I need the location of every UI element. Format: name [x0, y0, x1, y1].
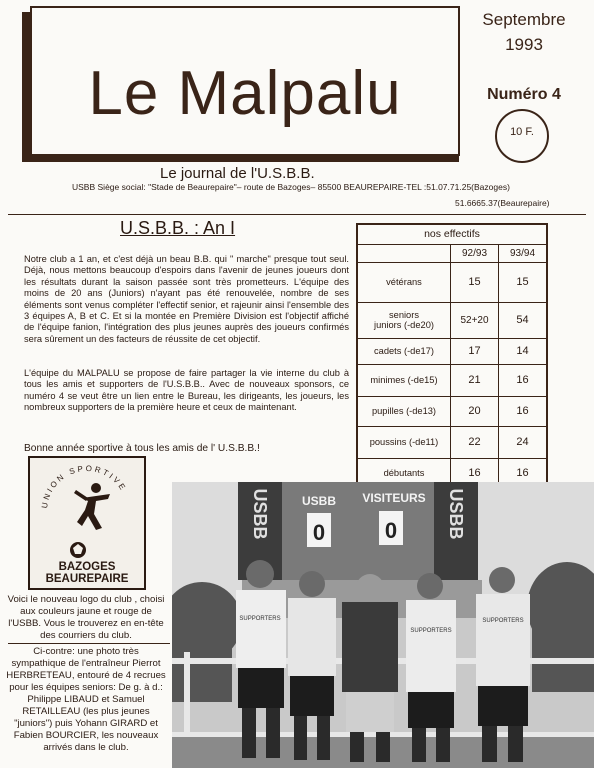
- issue-year: 1993: [505, 35, 543, 54]
- logo-text-bazoges: BAZOGES: [58, 561, 116, 573]
- jersey-text: SUPPORTERS: [239, 616, 281, 622]
- club-phone-beaurepaire: 51.6665.37(Beaurepaire): [455, 198, 550, 208]
- scoreboard-side-letters-right: USBB: [446, 488, 466, 540]
- row-label: seniors juniors (-de20): [357, 302, 451, 338]
- article-paragraph-2: L'équipe du MALPALU se propose de faire partager la vie interne du club à tous les amis et supporters de l'U.S.B.B.. Avec de nouveaux sponsors, ce numéro 4 se veut être un lien entre le Bureau, les dirigeants, les joueurs, les nombreux supporters de la première heure et ceux de maintenant.: [24, 368, 349, 413]
- footballer-icon: [74, 483, 110, 530]
- value-9293: 22: [451, 426, 499, 458]
- scoreboard-home-score: 0: [312, 520, 326, 545]
- column-header-9293: 92/93: [451, 244, 499, 262]
- logo-text-beaurepaire: BEAUREPAIRE: [45, 573, 129, 585]
- price: 10 F.: [510, 126, 534, 138]
- subtitle: Le journal de l'U.S.B.B.: [160, 165, 315, 182]
- value-9394: 16: [499, 364, 548, 396]
- row-label: vétérans: [357, 262, 451, 302]
- scoreboard-away-label: VISITEURS: [362, 491, 426, 505]
- team-photo: [172, 482, 594, 768]
- scoreboard: [238, 482, 478, 580]
- article-paragraph-1: Notre club a 1 an, et c'est déjà un beau B.B. qui " marche" presque tout seul. Déjà, nous mettons beaucoup d'espoirs dans l'avenir de jeunes joueurs dont les résultats durant la saison passée sont très prometteurs. L'équipe des moins de 20 ans (Juniors) n'ayant pas été renouvelée, nombre de ses éléments sont venus compléter l'effectif senior, et rajeunir ainsi l'ensemble des 3 équipes A, B et C. Et si la montée en Première Division est l'objectif affiché de l'équipe fanion, l'intégration des plus jeunes auprès des joueurs confirmés sera sûrement un des facteurs de réussite de cet objectif.: [24, 254, 349, 344]
- value-9394: 54: [499, 302, 548, 338]
- column-header-9394: 93/94: [499, 244, 548, 262]
- photo-caption: Ci-contre: une photo très sympathique de l'entraîneur Pierrot HERBRETEAU, entouré de 4 recrues pour les équipes seniors: De g. à d.: Philippe LIBAUD et Samuel RETAILLEAU (les plus jeunes "juniors") puis Yohann GIRARD et Fabien BOURCIER, les nouveaux arrivés dans le club.: [6, 646, 166, 753]
- greeting-line: Bonne année sportive à tous les amis de l' U.S.B.B.!: [24, 443, 260, 454]
- jersey-text: SUPPORTERS: [410, 628, 452, 634]
- table-row: [357, 262, 547, 302]
- row-label: cadets (-de17): [357, 338, 451, 364]
- scoreboard-away-score: 0: [384, 518, 398, 543]
- value-9394: 16: [499, 396, 548, 426]
- issue-number: Numéro 4: [487, 86, 561, 103]
- issue-month: Septembre: [482, 10, 566, 29]
- row-label: minimes (-de15): [357, 364, 451, 396]
- table-row: [357, 396, 547, 426]
- value-9293: 20: [451, 396, 499, 426]
- masthead-rule: [8, 214, 586, 215]
- value-9293: 17: [451, 338, 499, 364]
- value-9293: 21: [451, 364, 499, 396]
- table-row: [357, 426, 547, 458]
- table-row: [357, 364, 547, 396]
- effectifs-title: nos effectifs: [357, 224, 547, 244]
- value-9293: 16: [451, 458, 499, 488]
- value-9394: 15: [499, 262, 548, 302]
- logo-ring-text: UNION SPORTIVE: [39, 463, 129, 509]
- scoreboard-home-label: USBB: [301, 494, 337, 508]
- club-logo-emblem: [30, 458, 144, 562]
- value-9394: 16: [499, 458, 548, 488]
- jersey-text: SUPPORTERS: [482, 618, 524, 624]
- row-label: pupilles (-de13): [357, 396, 451, 426]
- value-9293: 52+20: [451, 302, 499, 338]
- club-address: USBB Siège social: "Stade de Beaurepaire"– route de Bazoges– 85500 BEAUREPAIRE-TEL :51.07.71.25(Bazoges): [72, 182, 510, 192]
- logo-caption: Voici le nouveau logo du club , choisi aux couleurs jaune et rouge de l'USBB. Vous le trouverez en en-tête des courriers du club.: [7, 594, 165, 641]
- scoreboard-side-letters-left: USBB: [250, 488, 270, 540]
- table-row: [357, 302, 547, 338]
- article-headline: U.S.B.B. : An I: [120, 218, 236, 238]
- row-label: poussins (-de11): [357, 426, 451, 458]
- value-9394: 24: [499, 426, 548, 458]
- caption-divider: [8, 643, 170, 644]
- newspaper-title: Le Malpalu: [88, 59, 402, 128]
- effectifs-table: [356, 223, 548, 489]
- table-row: [357, 338, 547, 364]
- value-9293: 15: [451, 262, 499, 302]
- header-empty-cell: [357, 244, 451, 262]
- value-9394: 14: [499, 338, 548, 364]
- row-label: débutants: [357, 458, 451, 488]
